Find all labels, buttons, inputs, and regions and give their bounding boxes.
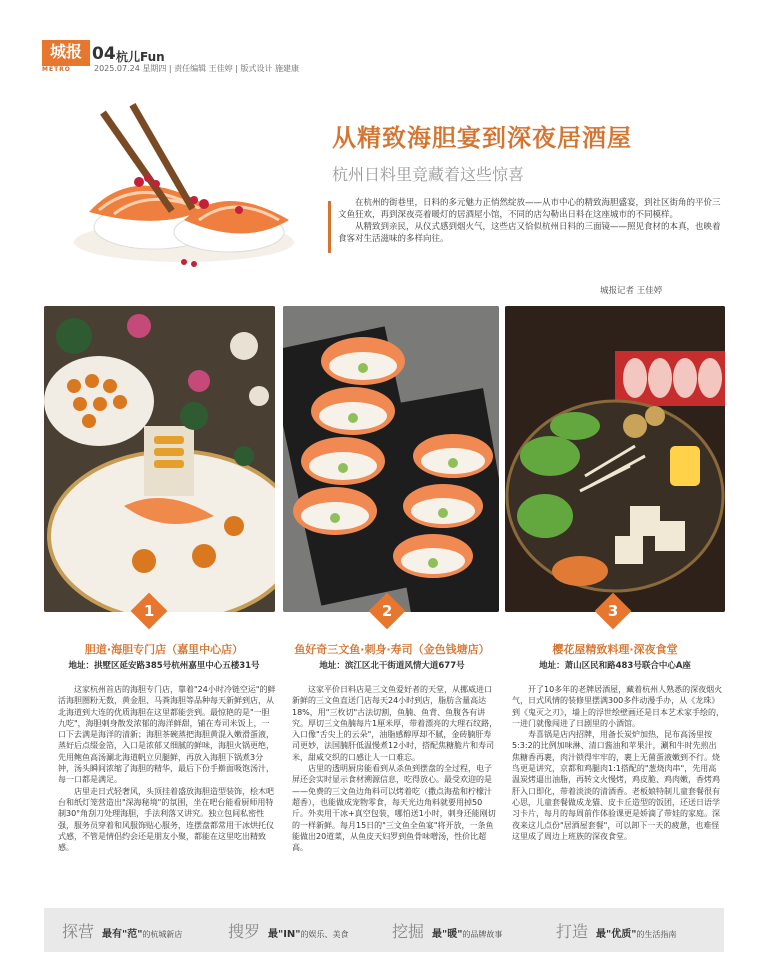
footer-slogan-word: 搜罗 [228, 922, 261, 941]
sukiyaki-hotpot-icon [505, 306, 725, 612]
shop-title: 鱼好奇三文鱼·刺身·寿司（金色钱塘店） [294, 643, 490, 656]
lead-text: 从精致到亲民，从仪式感到烟火气，这些店又恰似杭州日料的三面镜——照见食材的本真，也映着食客对生活滋味的多样向往。 [338, 222, 721, 244]
article-paragraph: 店里的透明厨房能看到从杀鱼到摆盘的全过程，电子屏还会实时显示食材溯源信息，吃得放心。最受欢迎的是——免费的三文鱼边角料可以烤着吃（撒点海盐和柠檬汁超香），也能做成宠物零食，每天光边角料就要用掉50斤。外卖用干冰+真空包装，哪怕送1小时，刺身还能刚切的一样新鲜。每月15日的"三文鱼全鱼宴"将开放，一条鱼能做出20道菜，从鱼皮天妇罗到鱼骨味噌汤，性价比超高。 [292, 764, 496, 853]
article-paragraph: 这家平价日料店是三文鱼爱好者的天堂，从挪威进口新鲜的三文鱼直送门店每天24小时到店，脂肪含量高达18%，用"三枚切"古法切割，鱼腩、鱼背、鱼腹各有讲究。厚切三文鱼腩每片1厘米厚，带着漂亮的大理石纹路，入口像"舌尖上的云朵"，油脂感醇厚却不腻，金砖腩肝寿司更妙，法国腩肝低温慢煮12小时，搭配焦糖脆片和寿司米，甜咸交织的口感让人一口难忘。 [292, 685, 498, 762]
footer-slogan-suffix: 的杭城新店 [142, 930, 183, 939]
footer-slogan-prefix: 最 [268, 929, 278, 940]
footer-slogan-quote: "范" [122, 929, 143, 940]
article-paragraph: 店里走日式轻奢风，头顶挂着盛放海胆造型装饰，桧木吧台和纸灯笼营造出"深海秘境"的氛围，坐在吧台能看厨师用特制30°角刮刀处理海胆，手法利落又讲究。独立包间私密性强，服务员穿着和风服饰贴心服务，连摆盘都常用干冰烘托仪式感，不管是情侣约会还是朋友小聚，都能在这里吃出精致感。 [58, 786, 274, 853]
footer-slogan-quote: "暖" [442, 929, 463, 940]
page-meta: 2025.07.24 星期四 | 责任编辑 王佳婷 | 版式设计 施建康 [94, 64, 299, 73]
seafood-platter-icon [44, 306, 275, 612]
page-number: 04 [92, 44, 116, 64]
sukiyaki-hotpot-photo [505, 306, 725, 612]
article-paragraph: 寿喜锅是店内招牌，用备长炭炉加热，昆布高汤里按5:3:2的比例加味淋、清口酱油和苹果汁，涮和牛时先煎出焦糖香再裹，肉汁锁得牢牢的，裹上无菌蛋液嫩到不行。烧鸟更是讲究，京都和鸡腿肉1:1搭配的"葱烧肉串"，先用高温炭烤逼出油脂，再转文火慢烤，鸡皮脆、鸡肉嫩，香烤鸡肝入口即化，带着淡淡的清酒香。老板娘特制儿童套餐很有心思，儿童套餐做成龙猫、皮卡丘造型的饭团，还送日语学习卡片，每月的每周前作体验课更是娇滴了带娃的家庭。深夜来这儿点份"居酒屋套餐"，可以卸下一天的疲惫，也难怪这里成了周边上班族的深夜食堂。 [512, 730, 720, 841]
footer-slogan-suffix: 的娱乐、美食 [300, 930, 349, 939]
footer-slogan-word: 打造 [556, 922, 589, 941]
page-title: 从精致海胆宴到深夜居酒屋 [332, 124, 632, 152]
footer-slogan-prefix: 最 [432, 929, 442, 940]
section-name: 杭儿Fun [116, 50, 165, 64]
article-paragraph: 开了10多年的老牌居酒屋，藏着杭州人熟悉的深夜烟火气，日式风情的装修里摆满300多件动漫手办，从《龙珠》到《鬼灭之刃》，墙上的浮世绘壁画还是日本艺术家手绘的，一进门就像闯进了日剧里的小酒馆。 [512, 685, 724, 728]
article-column [58, 684, 276, 853]
badge-number: 3 [607, 602, 619, 620]
shop-title: 胆道·海胆专门店（嘉里中心店） [84, 643, 244, 656]
lead-paragraph [338, 198, 728, 246]
footer-slogan-word: 挖掘 [392, 922, 425, 941]
seafood-platter-photo [44, 306, 275, 612]
footer-slogan-quote: "IN" [278, 929, 301, 940]
shop-address: 地址：拱墅区延安路385号杭州嘉里中心五楼31号 [68, 661, 260, 671]
salmon-roll-photo [283, 306, 499, 612]
footer-slogan-prefix: 最 [596, 929, 606, 940]
lead-divider [328, 201, 331, 253]
article-column [292, 684, 498, 853]
newspaper-logo-sub: METRO [42, 66, 71, 73]
footer-slogan [102, 925, 182, 940]
footer-slogan [432, 925, 502, 940]
article-paragraph: 这家杭州首店的海胆专门店，靠着"24小时冷链空运"的鲜活海胆圈粉无数，黄金胆、马粪海胆等品种每天新鲜到店，从北海道到大连的优质海胆在这里都能尝到。最惊艳的是"一胆九吃"，海胆刺身散发浓郁的海洋鲜甜，铺在寿司米饭上，一口下去满是海洋的清新；海胆茶碗蒸把海胆黄混入嫩滑蛋液，蒸好后点缀金箔，入口是浓郁又细腻的鲜味，海胆火锅更绝，先用鲍鱼高汤涮北海道帆立贝腿鲜，再放入海胆下锅煮3分钟，汤头瞬间浓缩了海胆的精华，最后下份手擀面吸饱汤汁，每一口都是满足。 [58, 685, 276, 785]
footer-slogan-prefix: 最有 [102, 929, 122, 940]
footer-slogan-suffix: 的品牌故事 [462, 930, 503, 939]
byline: 城报记者 王佳婷 [600, 286, 663, 296]
badge-number: 2 [381, 602, 393, 620]
lead-text: 在杭州的街巷里，日料的多元魅力正悄然绽放——从市中心的精致海胆盛宴，到社区街角的平价三文鱼狂欢，再到深夜亮着暖灯的居酒屋小馆，不同的店勾勒出日料在这座城市的不同模样。 [338, 198, 721, 220]
shop-address: 地址：滨江区北干街道风情大道677号 [319, 661, 465, 671]
footer-slogan [596, 925, 676, 940]
footer-slogan-quote: "优质" [606, 929, 637, 940]
sushi-illustration-icon [44, 102, 314, 272]
badge-number: 1 [143, 602, 155, 620]
footer-slogan [268, 925, 349, 940]
page-subtitle: 杭州日料里竟藏着这些惊喜 [332, 165, 525, 184]
newspaper-logo: 城报 [42, 40, 90, 66]
footer-slogan-suffix: 的生活指南 [636, 930, 677, 939]
article-column [512, 684, 724, 842]
salmon-roll-icon [283, 306, 499, 612]
shop-title: 樱花屋精致料理·深夜食堂 [552, 643, 678, 656]
footer-slogan-word: 探营 [62, 922, 95, 941]
shop-address: 地址：萧山区民和路483号联合中心A座 [539, 661, 691, 671]
